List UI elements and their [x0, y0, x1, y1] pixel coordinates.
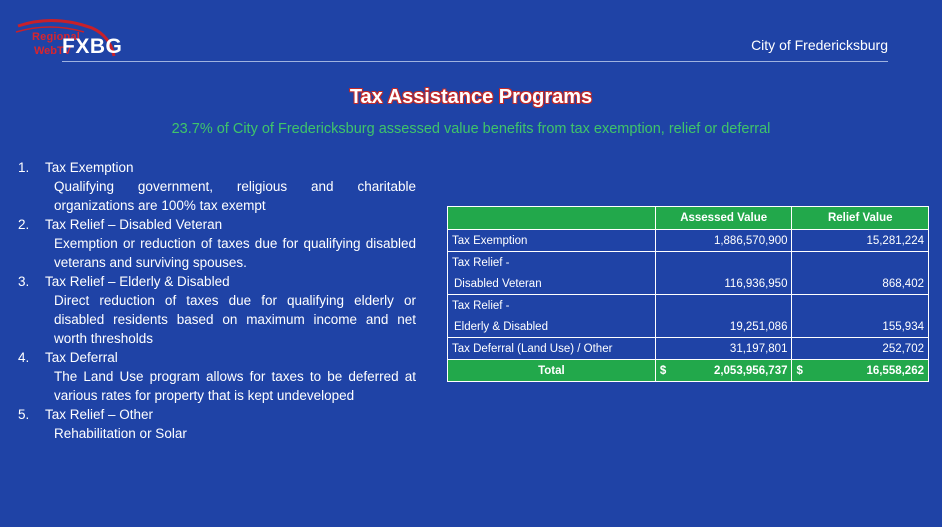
table-row — [448, 338, 929, 360]
program-item — [18, 348, 416, 405]
total-relief-currency: $ — [796, 364, 803, 377]
total-label: Total — [448, 360, 656, 382]
page-title: Tax Assistance Programs — [349, 86, 593, 108]
row-relief-value: 155,934 — [792, 316, 929, 338]
program-number: 2. — [18, 217, 30, 232]
logo-region-text: Regional — [32, 31, 81, 43]
program-description: Exemption or reduction of taxes due for qualifying disabled veterans and surviving spouses. — [54, 236, 416, 270]
program-item — [18, 405, 416, 443]
table-header-row — [448, 207, 929, 230]
row-relief-value: 252,702 — [792, 338, 929, 360]
tax-relief-table — [447, 206, 929, 382]
header-divider — [62, 61, 888, 62]
program-item — [18, 272, 416, 348]
program-number: 5. — [18, 407, 30, 422]
row-relief-value: 15,281,224 — [792, 230, 929, 252]
program-number: 1. — [18, 160, 30, 175]
program-title: Tax Exemption — [45, 160, 134, 175]
table-row — [448, 273, 929, 295]
table-header-blank — [448, 207, 656, 230]
table-row — [448, 316, 929, 338]
program-title: Tax Deferral — [45, 350, 118, 365]
header-city-name: City of Fredericksburg — [751, 37, 888, 53]
table-row — [448, 230, 929, 252]
row-label-top: Tax Relief - — [448, 295, 656, 317]
program-description: Qualifying government, religious and charitable organizations are 100% tax exempt — [54, 179, 416, 213]
table-row — [448, 295, 929, 317]
total-relief-value: 16,558,262 — [866, 364, 924, 377]
total-assessed-value: 2,053,956,737 — [713, 364, 788, 377]
row-assessed-value: 116,936,950 — [655, 273, 792, 295]
row-label: Disabled Veteran — [448, 273, 656, 295]
logo-fxbg-text: FXBG — [62, 35, 123, 58]
row-label: Tax Exemption — [448, 230, 656, 252]
program-title: Tax Relief – Disabled Veteran — [45, 217, 223, 232]
table-header-relief: Relief Value — [792, 207, 929, 230]
table-header-assessed: Assessed Value — [655, 207, 792, 230]
table-total-row — [448, 360, 929, 382]
program-number: 4. — [18, 350, 30, 365]
program-description: The Land Use program allows for taxes to be deferred at various rates for property that is kept undeveloped — [54, 369, 416, 403]
program-title: Tax Relief – Elderly & Disabled — [45, 274, 230, 289]
program-list — [18, 158, 416, 443]
total-assessed-currency: $ — [659, 364, 667, 377]
logo-webtv-text: WebTV — [34, 45, 72, 57]
program-number: 3. — [18, 274, 30, 289]
row-assessed-value: 31,197,801 — [655, 338, 792, 360]
page-subtitle: 23.7% of City of Fredericksburg assessed value benefits from tax exemption, relief or deferral — [171, 121, 771, 137]
program-description: Rehabilitation or Solar — [54, 426, 187, 441]
program-title: Tax Relief – Other — [45, 407, 154, 422]
table-row — [448, 252, 929, 274]
row-assessed-value: 1,886,570,900 — [655, 230, 792, 252]
row-assessed-value: 19,251,086 — [655, 316, 792, 338]
row-label: Elderly & Disabled — [448, 316, 656, 338]
program-item — [18, 158, 416, 215]
row-label: Tax Deferral (Land Use) / Other — [448, 338, 656, 360]
row-label-top: Tax Relief - — [448, 252, 656, 274]
row-relief-value: 868,402 — [792, 273, 929, 295]
program-description: Direct reduction of taxes due for qualifying elderly or disabled residents based on maximum income and net worth thresholds — [54, 293, 416, 346]
program-item — [18, 215, 416, 272]
